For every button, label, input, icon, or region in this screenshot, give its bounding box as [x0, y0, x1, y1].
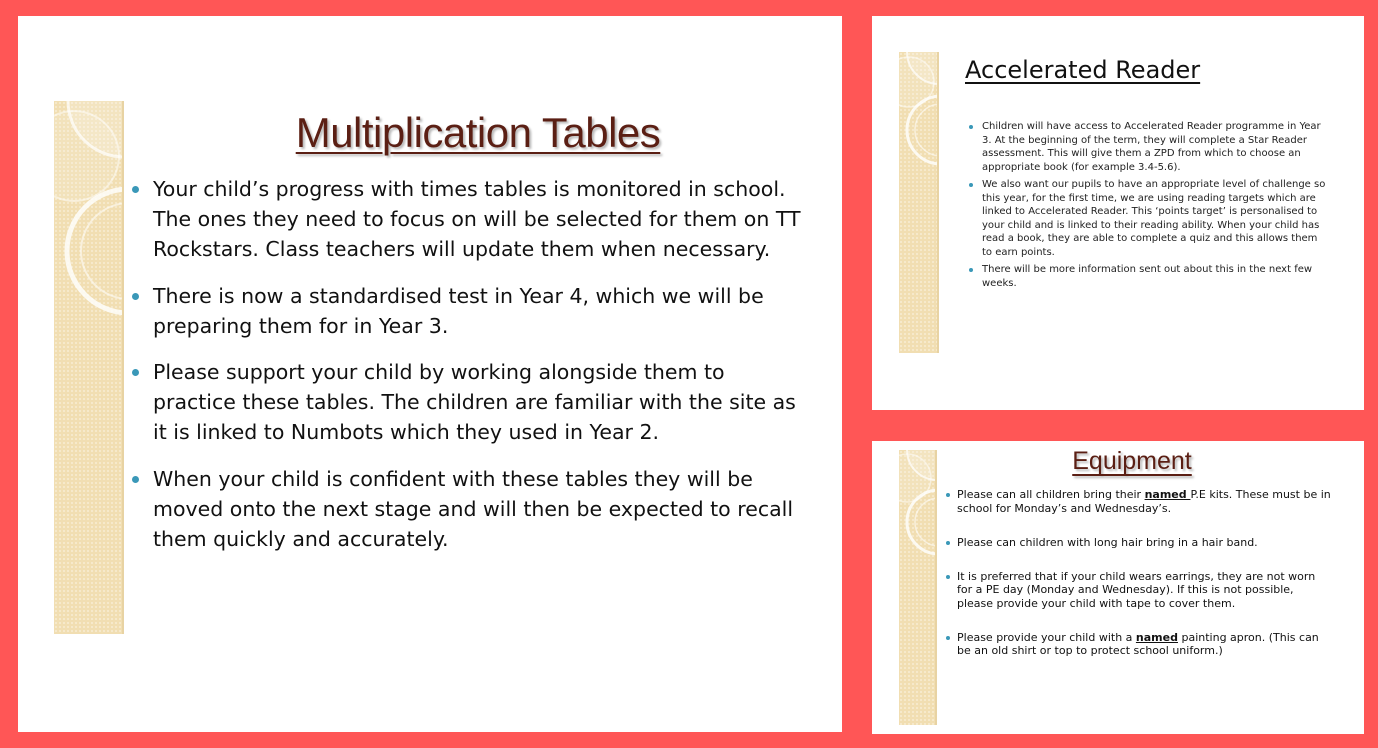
decorative-strip	[899, 52, 939, 353]
list-item: Children will have access to Accelerated Reader programme in Year 3. At the beginning of the term, they will complete a Star Reader assessment. This will give them a ZPD from which to choose an appropriate book (for example 3.4-5.6).	[982, 120, 1327, 174]
list-item: It is preferred that if your child wears earrings, they are not worn for a PE day (Monday and Wednesday). If this is not possible, please provide your child with tape to cover them.	[957, 570, 1332, 611]
list-item: We also want our pupils to have an appropriate level of challenge so this year, for the first time, we are using reading targets which are linked to Accelerated Reader. This ‘points target’ is personalised to your child and is linked to their reading ability. When your child has read a book, they are able to complete a quiz and this allows them to earn points.	[982, 178, 1327, 259]
decorative-circles-graphic	[899, 52, 937, 353]
bullet-dot	[946, 575, 950, 579]
slide-title: Accelerated Reader	[965, 56, 1201, 84]
bullet-dot	[946, 493, 950, 497]
slide-title: Multiplication Tables	[295, 109, 661, 156]
list-item: When your child is confident with these tables they will be moved onto the next stage and will then be expected to recall them quickly and accurately.	[153, 464, 803, 554]
bullet-list	[153, 174, 803, 570]
bullet-dot	[946, 541, 950, 545]
slide-multiplication-tables	[18, 16, 842, 732]
decorative-circles-graphic	[54, 101, 122, 634]
bullet-dot	[946, 636, 950, 640]
list-item: Your child’s progress with times tables is monitored in school. The ones they need to focus on will be selected for them on TT Rockstars. Class teachers will update them when necessary.	[153, 174, 803, 264]
list-item: There will be more information sent out about this in the next few weeks.	[982, 263, 1327, 290]
decorative-circles-graphic	[899, 450, 935, 725]
bullet-dot	[132, 186, 139, 193]
decorative-strip	[899, 450, 937, 725]
bullet-dot	[132, 369, 139, 376]
bullet-dot	[969, 183, 973, 187]
list-item: Please can children with long hair bring in a hair band.	[957, 536, 1332, 550]
bullet-list	[982, 120, 1327, 294]
bullet-dot	[969, 268, 973, 272]
list-item: Please can all children bring their named P.E kits. These must be in school for Monday’s and Wednesday’s.	[957, 488, 1332, 515]
bullet-dot	[969, 125, 973, 129]
list-item: Please support your child by working alongside them to practice these tables. The children are familiar with the site as it is linked to Numbots which they used in Year 2.	[153, 357, 803, 447]
decorative-strip	[54, 101, 124, 634]
slide-title: Equipment	[1072, 447, 1192, 475]
slide-equipment	[872, 441, 1364, 734]
bullet-dot	[132, 476, 139, 483]
slide-accelerated-reader	[872, 16, 1364, 410]
list-item: Please provide your child with a named painting apron. (This can be an old shirt or top to protect school uniform.)	[957, 631, 1332, 658]
bullet-list	[957, 488, 1332, 678]
bullet-dot	[132, 293, 139, 300]
list-item: There is now a standardised test in Year 4, which we will be preparing them for in Year 3.	[153, 281, 803, 341]
